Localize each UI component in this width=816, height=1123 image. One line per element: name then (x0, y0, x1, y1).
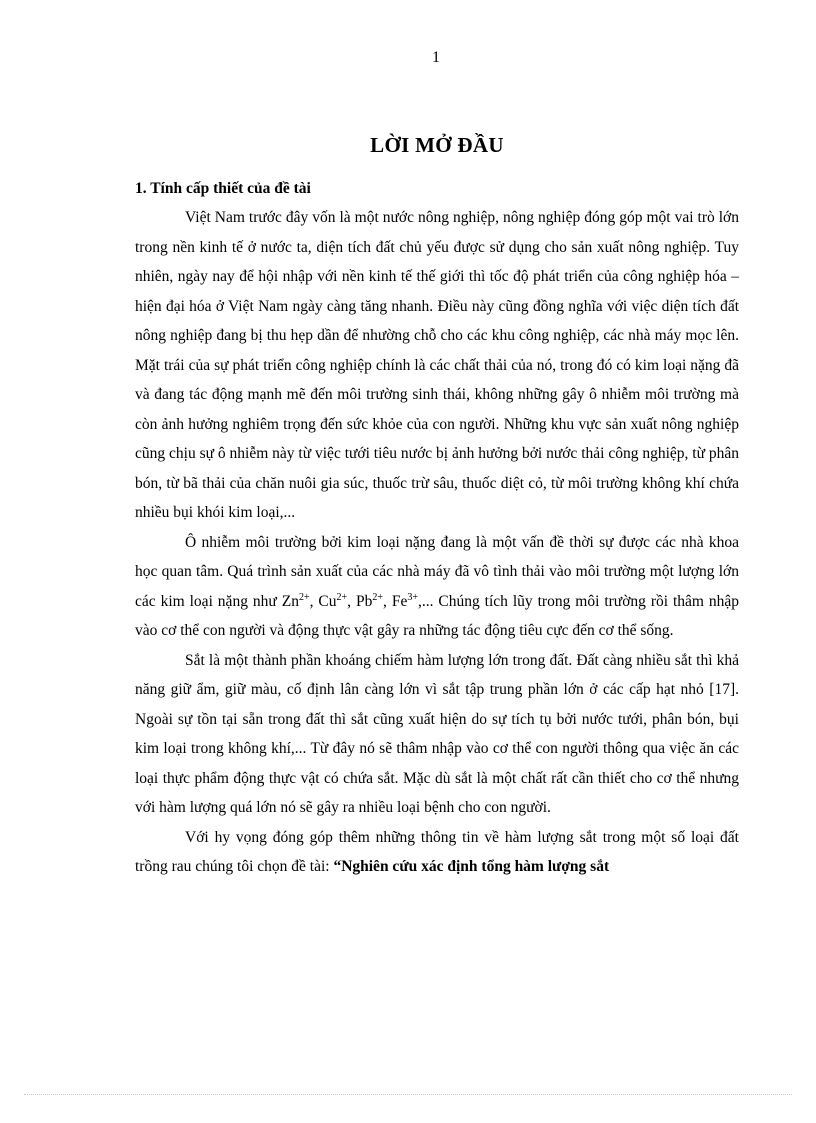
ion-separator: , (347, 592, 356, 610)
ion-iron: Fe (391, 592, 408, 610)
paragraph-2-text-before: Ô nhiễm môi trường bởi kim loại nặng đang là một vấn đề thời sự được các nhà khoa học quan tâm. Quá trình sản xuất của các nhà máy đã vô tình thải vào môi trường một lượng lớn các kim loại nặng như (135, 533, 739, 610)
ion-lead-charge: 2+ (372, 591, 383, 603)
ion-zinc: Zn (281, 592, 299, 610)
paragraph-3: Sắt là một thành phần khoáng chiếm hàm lượng lớn trong đất. Đất càng nhiều sắt thì khả năng giữ ẩm, giữ màu, cố định lân càng lớn vì sắt tập trung phần lớn ở các cấp hạt nhỏ [17]. Ngoài sự tồn tại sẵn trong đất thì sắt cũng xuất hiện do sự tích tụ bởi nước tưới, phân bón, bụi kim loại trong không khí,... Từ đây nó sẽ thâm nhập vào cơ thể con người thông qua việc ăn các loại thực phẩm động thực vật có chứa sắt. Mặc dù sắt là một chất rất cần thiết cho cơ thể nhưng với hàm lượng quá lớn nó sẽ gây ra nhiều loại bệnh cho con người. (135, 651, 739, 816)
ion-copper: Cu (318, 592, 337, 610)
ion-copper-charge: 2+ (336, 591, 348, 603)
page-bottom-divider (24, 1094, 792, 1095)
ion-separator: , (383, 592, 392, 610)
ion-lead: Pb (355, 592, 373, 610)
thesis-title-quote: “Nghiên cứu xác định tổng hàm lượng sắt (333, 858, 610, 875)
paragraph-4-text: Với hy vọng đóng góp thêm những thông tin về hàm lượng sắt trong một số loại đất trồng rau chúng tôi chọn đề tài: (135, 828, 739, 875)
document-title: LỜI MỞ ĐẦU (370, 133, 504, 157)
page-number: 1 (432, 49, 440, 66)
document-body (135, 130, 739, 882)
ion-separator: , (309, 592, 319, 610)
paragraph-1: Việt Nam trước đây vốn là một nước nông nghiệp, nông nghiệp đóng góp một vai trò lớn trong nền kinh tế ở nước ta, diện tích đất chủ yếu được sử dụng cho sản xuất nông nghiệp. Tuy nhiên, ngày nay để hội nhập với nền kinh tế thế giới thì tốc độ phát triển của công nghiệp hóa – hiện đại hóa ở Việt Nam ngày càng tăng nhanh. Điều này cũng đồng nghĩa với việc diện tích đất nông nghiệp đang bị thu hẹp dần để nhường chỗ cho các khu công nghiệp, các nhà máy mọc lên. Mặt trái của sự phát triển công nghiệp chính là các chất thải của nó, trong đó có kim loại nặng đã và đang tác động mạnh mẽ đến môi trường sinh thái, không những gây ô nhiễm môi trường mà còn ảnh hưởng nghiêm trọng đến sức khỏe của con người. Những khu vực sản xuất nông nghiệp cũng chịu sự ô nhiễm này từ việc tưới tiêu nước bị ảnh hưởng bởi nước thải công nghiệp, từ phân bón, từ bã thải của chăn nuôi gia súc, thuốc trừ sâu, thuốc diệt cỏ, từ môi trường không khí chứa nhiều bụi khói kim loại,... (135, 209, 739, 521)
ion-zinc-charge: 2+ (298, 591, 310, 603)
paragraph-2-text-after: ,... Chúng tích lũy trong môi trường rồi thâm nhập vào cơ thể con người và động thực vật gây ra những tác động tiêu cực đến cơ thể sống. (135, 592, 740, 639)
paragraph-2 (135, 528, 739, 646)
ion-iron-charge: 3+ (407, 591, 418, 603)
paragraph-4 (135, 823, 739, 882)
section-heading: 1. Tính cấp thiết của đề tài (135, 180, 311, 197)
